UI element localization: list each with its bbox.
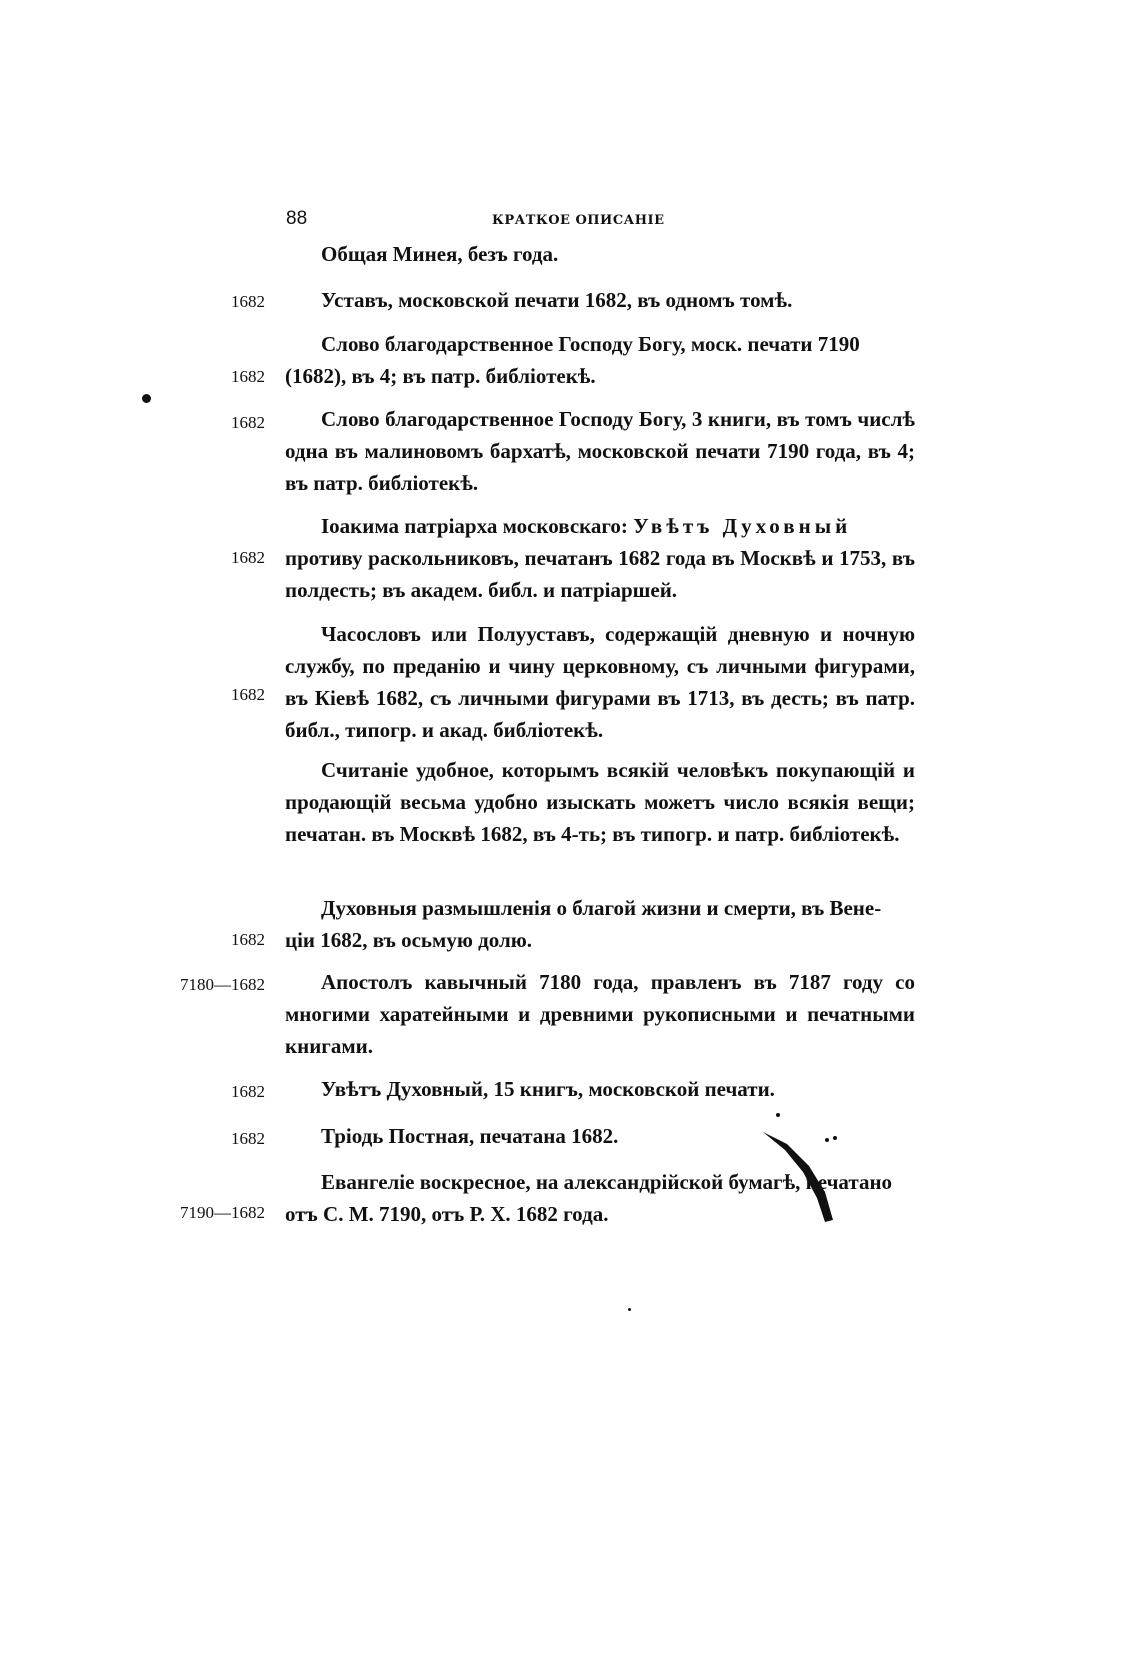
entry-text-line: отъ С. М. 7190, отъ Р. Х. 1682 года.	[285, 1202, 609, 1226]
entry-text-line	[285, 510, 915, 542]
catalog-entry	[285, 510, 915, 606]
catalog-entry	[285, 892, 915, 956]
entry-text: Часословъ или Полууставъ, содержащій дневную и ночную службу, по преданію и чину церковному, съ личными фигурами, въ Кіевѣ 1682, съ личными фигурами въ 1713, въ десть; въ патр. библ., типогр. и акад. библіотекѣ.	[285, 622, 915, 742]
entry-year: 1682	[231, 1129, 265, 1148]
ink-spot	[628, 1308, 631, 1311]
entry-year: 1682	[231, 930, 265, 949]
entry-text: Апостолъ кавычный 7180 года, правленъ въ 7187 году со многими харатейными и древними рукописными и печатными книгами.	[285, 970, 915, 1058]
entry-year: 1682	[231, 548, 265, 567]
catalog-entry	[285, 403, 915, 499]
entry-text: Тріодь Постная, печатана 1682.	[321, 1124, 619, 1148]
entry-title-spaced: Увѣтъ Духовный	[633, 514, 852, 538]
page-number: 88	[286, 208, 308, 229]
entry-text: Считаніе удобное, которымъ всякій человѣкъ покупающій и продающій весьма удобно изыскать можетъ число всякія вещи; печатан. въ Москвѣ 1682, въ 4-ть; въ типогр. и патр. библіотекѣ.	[285, 758, 915, 846]
catalog-entry	[285, 284, 915, 316]
catalog-entry	[285, 754, 915, 850]
entry-text-line: ціи 1682, въ осьмую долю.	[285, 928, 533, 952]
catalog-entry	[285, 238, 915, 270]
entry-year: 1682	[231, 1082, 265, 1101]
catalog-entry	[285, 1073, 915, 1105]
entry-year: 7190—1682	[180, 1203, 265, 1222]
catalog-entry	[285, 328, 915, 392]
entry-text: Общая Минея, безъ года.	[321, 242, 559, 266]
ink-spot	[142, 394, 151, 403]
catalog-entry	[285, 618, 915, 746]
entry-year: 7180—1682	[180, 975, 265, 994]
entry-text-line: Евангеліе воскресное, на александрійской бумагѣ, печатано	[321, 1170, 893, 1194]
entry-year: 1682	[231, 367, 265, 386]
entry-text: Уставъ, московской печати 1682, въ одномъ томѣ.	[321, 288, 793, 312]
entry-text-line: противу раскольниковъ, печатанъ 1682 года въ Москвѣ и 1753, въ полдесть; въ академ. библ. и патріаршей.	[285, 546, 915, 602]
entry-text-line: Духовныя размышленія о благой жизни и смерти, въ Вене-	[321, 896, 882, 920]
entry-text-line: (1682), въ 4; въ патр. библіотекѣ.	[285, 364, 596, 388]
entry-text: Слово благодарственное Господу Богу, 3 книги, въ томъ числѣ одна въ малиновомъ бархатѣ, московской печати 7190 года, въ 4; въ патр. библіотекѣ.	[285, 407, 915, 495]
entry-year: 1682	[231, 292, 265, 311]
ink-stroke-mark	[755, 1120, 845, 1230]
entry-text: Увѣтъ Духовный, 15 книгъ, московской печати.	[321, 1077, 775, 1101]
catalog-entry	[285, 966, 915, 1062]
ink-spot	[776, 1113, 780, 1117]
entry-author: Іоакима патріарха московскаго:	[321, 514, 634, 538]
running-title: КРАТКОЕ ОПИСАНІЕ	[492, 213, 665, 228]
entry-text-line: Слово благодарственное Господу Богу, моск. печати 7190	[321, 332, 860, 356]
entry-year: 1682	[231, 685, 265, 704]
entry-year: 1682	[231, 413, 265, 432]
